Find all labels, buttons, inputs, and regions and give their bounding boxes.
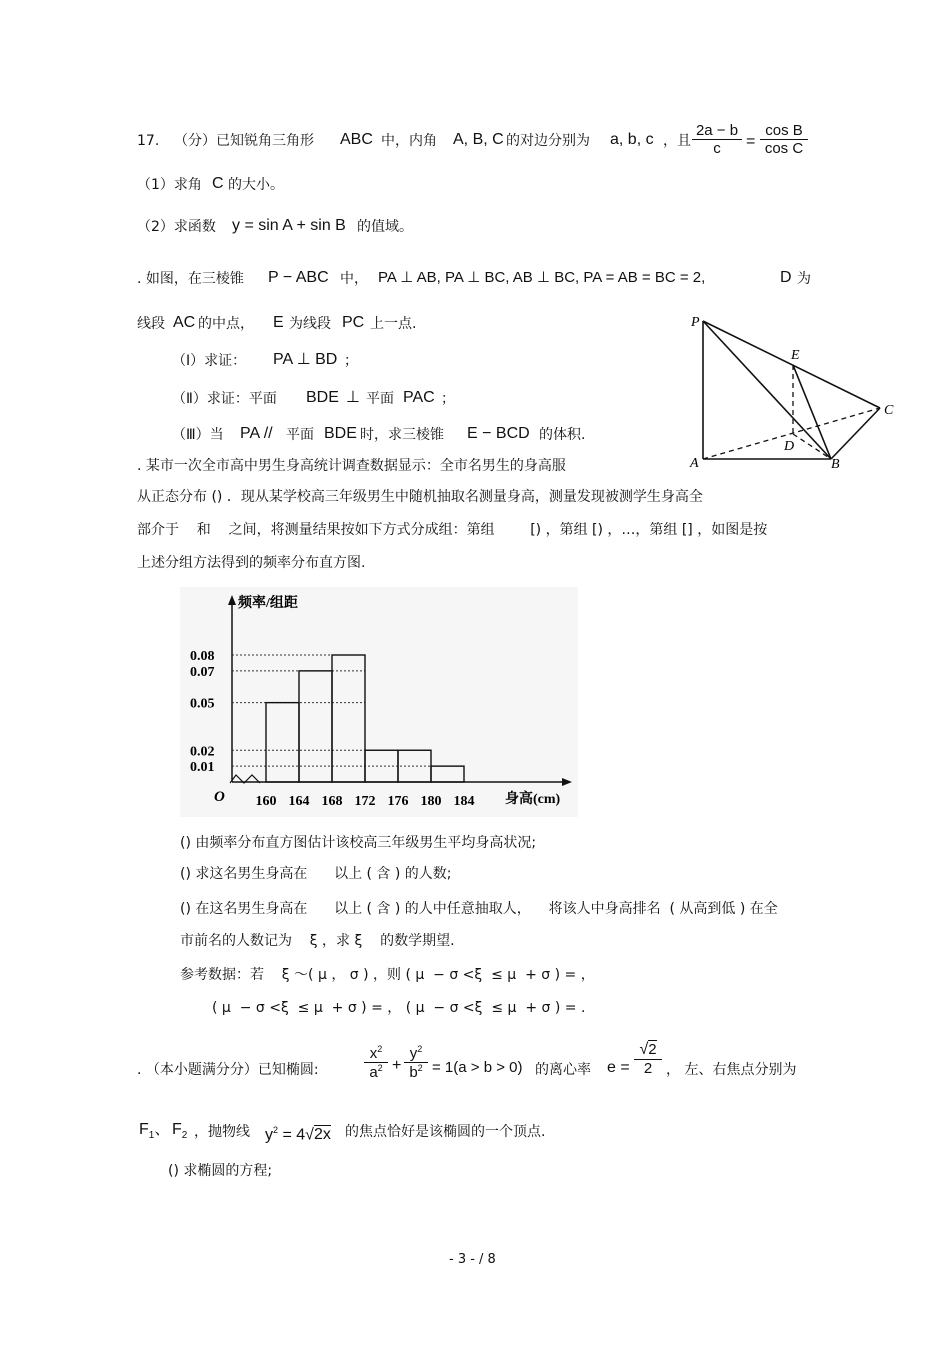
q17-frac2-num: cos B: [765, 122, 803, 139]
edge-pb: [703, 321, 831, 459]
q18-item2-pac: PAC: [403, 389, 435, 406]
q19-sub1: () 由频率分布直方图估计该校高三年级男生平均身高状况;: [180, 835, 537, 851]
q18-item2-c: ；: [441, 391, 455, 407]
q20-y: y: [409, 1045, 418, 1062]
q18-item1-math: PA ⊥ BD: [273, 351, 338, 368]
x-tick-label: 164: [288, 794, 310, 809]
histogram-bar: [266, 703, 299, 782]
sqrt-icon: √: [305, 1126, 314, 1144]
q17-equals: =: [746, 133, 756, 150]
q19-reference-1: 参考数据：若 ξ ～( μ ， σ ) ，则 ( μ − σ <ξ ≤ μ + σ ) = ，: [180, 967, 595, 983]
q18-e: E: [273, 314, 284, 331]
q18-pabc: P − ABC: [268, 269, 329, 286]
q19-line2: 从正态分布 () ．现从某学校高三年级男生中随机抽取名测量身高，测量发现被测学生身高全: [137, 489, 703, 505]
q18-item3-ebcd: E − BCD: [467, 425, 530, 442]
q20-f2-sub: 2: [181, 1130, 188, 1142]
q20-f2: [172, 1121, 187, 1145]
q20-text-2: 的离心率: [535, 1062, 591, 1078]
q20-a: a: [369, 1064, 378, 1081]
q18-pc: PC: [342, 314, 365, 331]
q19-line3: 部介于 和 之间，将测量结果按如下方式分成组：第组 [) ，第组 [) ，…，第组 [] ，如图是按: [137, 522, 768, 538]
label-d: D: [784, 439, 795, 454]
q18-item3-bde: BDE: [324, 425, 357, 442]
y-tick-label: 0.01: [190, 760, 215, 776]
q18-ac: AC: [173, 314, 196, 331]
y-tick-label: 0.02: [190, 744, 215, 760]
q17-angles: A, B, C: [453, 131, 504, 148]
q20-frac-y: [404, 1044, 428, 1081]
q17-text-3: 的对边分别为: [506, 133, 590, 149]
q18-d: D: [780, 269, 792, 286]
q18-text-3: 为: [797, 271, 811, 287]
histogram-bar: [299, 671, 332, 782]
q20-b-sup: 2: [417, 1063, 423, 1073]
q18-item3-pa: PA //: [240, 425, 278, 442]
q17-part2-a: （2）求函数: [137, 219, 216, 235]
x-axis-label: 身高(cm): [505, 792, 561, 807]
q19-sub4: 市前名的人数记为 ξ ，求 ξ 的数学期望.: [180, 933, 455, 949]
y-tick-label: 0.08: [190, 649, 215, 664]
q20-e-den: 2: [634, 1059, 662, 1077]
q20-f-sep: 、: [154, 1121, 171, 1138]
y-tick-label: 0.05: [190, 696, 215, 712]
q17-part1-b: 的大小。: [228, 177, 284, 193]
q17-abc: ABC: [340, 131, 373, 148]
q20-x-sup: 2: [377, 1044, 383, 1054]
edge-bc: [831, 408, 880, 459]
x-axis-arrow: [562, 778, 572, 786]
q20-para-sup: 2: [273, 1125, 279, 1135]
q17-fraction-2: [760, 122, 808, 157]
q17-part2-b: 的值域。: [357, 219, 413, 235]
histogram-bar: [332, 655, 365, 782]
origin-label: O: [214, 789, 225, 805]
q17-part1-c: C: [212, 175, 224, 192]
q18-conditions: PA ⊥ AB, PA ⊥ BC, AB ⊥ BC, PA = AB = BC = 2,: [378, 269, 706, 286]
q19-reference-2: ( μ − σ <ξ ≤ μ + σ ) = ， ( μ − σ <ξ ≤ μ + σ ) = .: [212, 1000, 586, 1016]
q18-line2-c: 为线段: [289, 316, 331, 332]
x-tick-label: 160: [255, 794, 277, 809]
q20-ellipse-eq: = 1(a > b > 0): [432, 1059, 523, 1076]
edge-eb: [793, 365, 831, 459]
histogram-bar: [398, 750, 431, 782]
q17-frac1-num: 2a − b: [695, 122, 739, 139]
q20-para-y: y: [265, 1126, 273, 1144]
q18-item2-b: 平面: [366, 391, 394, 407]
y-axis-label: 频率/组距: [238, 596, 298, 611]
q18-item2-bde: BDE: [306, 389, 339, 406]
q18-text-1: . 如图，在三棱锥: [137, 271, 244, 287]
q17-text-2: 中，内角: [381, 133, 437, 149]
label-c: C: [884, 403, 894, 418]
x-tick-label: 180: [420, 794, 442, 809]
label-e: E: [791, 348, 800, 363]
y-axis-arrow: [228, 595, 236, 605]
histogram-bar: [431, 766, 464, 782]
tetrahedron-figure: [685, 310, 900, 475]
q18-line2-b: 的中点，: [198, 316, 254, 332]
q20-text-1: . （本小题满分分）已知椭圆:: [137, 1062, 319, 1078]
q19-line4: 上述分组方法得到的频率分布直方图.: [137, 555, 366, 571]
x-tick-label: 184: [453, 794, 475, 809]
q20-f1-letter: F: [139, 1121, 149, 1138]
q18-text-2: 中，: [340, 271, 368, 287]
q17-frac2-den: cos C: [760, 139, 808, 157]
q17-sides: a, b, c: [610, 131, 654, 148]
label-p: P: [691, 315, 700, 330]
q17-part2-func: y = sin A + sin B: [232, 217, 346, 234]
frequency-histogram: [180, 587, 578, 817]
q18-line2-d: 上一点.: [370, 316, 417, 332]
x-tick-label: 176: [387, 794, 409, 809]
q20-para-radicand: 2x: [313, 1126, 331, 1144]
label-a: A: [690, 456, 699, 471]
q20-frac-x: [364, 1044, 388, 1081]
q20-text-4: ，抛物线: [194, 1124, 250, 1140]
q20-a-sup: 2: [377, 1063, 383, 1073]
q18-item1-a: （Ⅰ）求证：: [172, 353, 247, 369]
q20-x: x: [369, 1045, 378, 1062]
q17-text-4: ，且: [663, 133, 691, 149]
q20-frac-e: [634, 1041, 662, 1077]
q17-part1-a: （1）求角: [137, 177, 202, 193]
q20-sqrt-radicand: 2: [648, 1041, 657, 1058]
q18-item3-b: 平面: [286, 427, 314, 443]
q20-parabola: [265, 1121, 331, 1144]
y-tick-label: 0.07: [190, 664, 215, 680]
q20-y-sup: 2: [417, 1044, 423, 1054]
q18-item3-a: （Ⅲ）当: [172, 427, 224, 443]
q17-frac1-den: c: [692, 139, 742, 157]
q20-text-5: 的焦点恰好是该椭圆的一个顶点.: [345, 1124, 546, 1140]
q19-line1: . 某市一次全市高中男生身高统计调查数据显示：全市名男生的身高服: [137, 458, 566, 474]
q18-item2-a: （Ⅱ）求证：平面: [172, 391, 277, 407]
page-number: - 3 - / 8: [449, 1252, 496, 1267]
q19-sub2: () 求这名男生身高在 以上 ( 含 ) 的人数;: [180, 866, 452, 882]
q17-number: 17.: [137, 133, 160, 149]
q17-text-1: （分）已知锐角三角形: [174, 133, 314, 149]
edge-pc: [703, 321, 880, 408]
q17-fraction-1: [692, 122, 742, 157]
q18-item2-perp: ⊥: [346, 389, 360, 406]
q20-para-eq: = 4: [282, 1126, 306, 1144]
q19-sub3: () 在这名男生身高在 以上 ( 含 ) 的人中任意抽取人， 将该人中身高排名 ( 从高到低 ) 在全: [180, 901, 778, 917]
q18-item1-b: ；: [344, 353, 358, 369]
q20-sub1: () 求椭圆的方程;: [168, 1163, 273, 1179]
sqrt-icon: √: [639, 1041, 649, 1058]
q20-f2-letter: F: [172, 1121, 182, 1138]
q20-f1-sub: 1: [148, 1130, 155, 1142]
q20-text-3: ， 左、右焦点分别为: [666, 1062, 797, 1078]
q20-plus: +: [392, 1057, 402, 1074]
x-tick-label: 172: [354, 794, 376, 809]
q20-e-lhs: e =: [607, 1059, 630, 1076]
label-b: B: [831, 457, 840, 472]
x-tick-label: 168: [321, 794, 343, 809]
q20-f1: [139, 1121, 170, 1145]
q20-b: b: [409, 1064, 418, 1081]
q18-line2-a: 线段: [137, 316, 165, 332]
q18-item3-c: 时，求三棱锥: [360, 427, 444, 443]
q18-item3-d: 的体积.: [539, 427, 586, 443]
